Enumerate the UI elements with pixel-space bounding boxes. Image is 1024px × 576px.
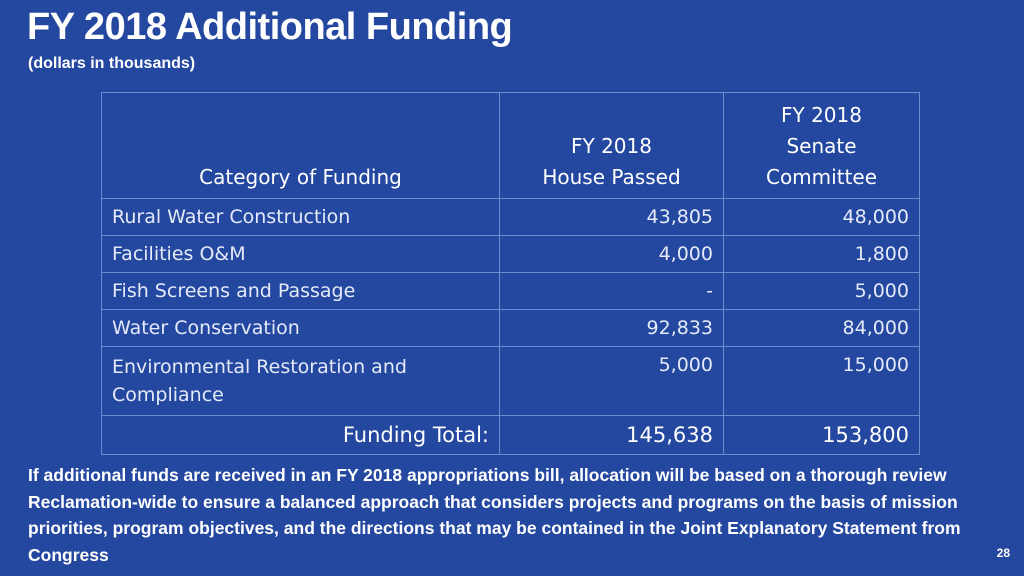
total-label: Funding Total: [102, 416, 500, 455]
row-category: Environmental Restoration and Compliance [102, 347, 500, 416]
table-row [102, 273, 920, 310]
header-house-line2: House Passed [542, 165, 681, 189]
table-row [102, 236, 920, 273]
header-house-passed [500, 93, 724, 199]
table-row [102, 347, 920, 416]
row-house-value: 5,000 [500, 347, 724, 416]
table-header-row [102, 93, 920, 199]
total-senate-value: 153,800 [724, 416, 920, 455]
header-house-line1: FY 2018 [571, 134, 652, 158]
footnote-text: If additional funds are received in an FY 2018 appropriations bill, allocation will be based on a thorough review Reclamation-wide to ensure a balanced approach that considers projects and programs on the basis of mission priorities, program objectives, and the directions that may be contained in the Joint Explanatory Statement from Congress [28, 465, 961, 565]
page-number: 28 [996, 546, 1010, 560]
row-senate-value: 84,000 [724, 310, 920, 347]
row-house-value: 4,000 [500, 236, 724, 273]
row-house-value: 43,805 [500, 199, 724, 236]
header-senate-line1: FY 2018 [781, 103, 862, 127]
row-category: Water Conservation [102, 310, 500, 347]
table-row [102, 199, 920, 236]
header-category: Category of Funding [102, 93, 500, 199]
row-senate-value: 15,000 [724, 347, 920, 416]
row-house-value: - [500, 273, 724, 310]
row-house-value: 92,833 [500, 310, 724, 347]
header-senate-line2: Senate [786, 134, 857, 158]
funding-table [101, 92, 920, 455]
slide-title: FY 2018 Additional Funding [27, 6, 513, 48]
total-row [102, 416, 920, 455]
row-category: Fish Screens and Passage [102, 273, 500, 310]
total-house-value: 145,638 [500, 416, 724, 455]
row-senate-value: 5,000 [724, 273, 920, 310]
row-category: Rural Water Construction [102, 199, 500, 236]
slide-subtitle: (dollars in thousands) [28, 55, 196, 72]
row-senate-value: 1,800 [724, 236, 920, 273]
row-category: Facilities O&M [102, 236, 500, 273]
header-senate-committee [724, 93, 920, 199]
header-senate-line3: Committee [765, 165, 877, 189]
table-row [102, 310, 920, 347]
row-senate-value: 48,000 [724, 199, 920, 236]
